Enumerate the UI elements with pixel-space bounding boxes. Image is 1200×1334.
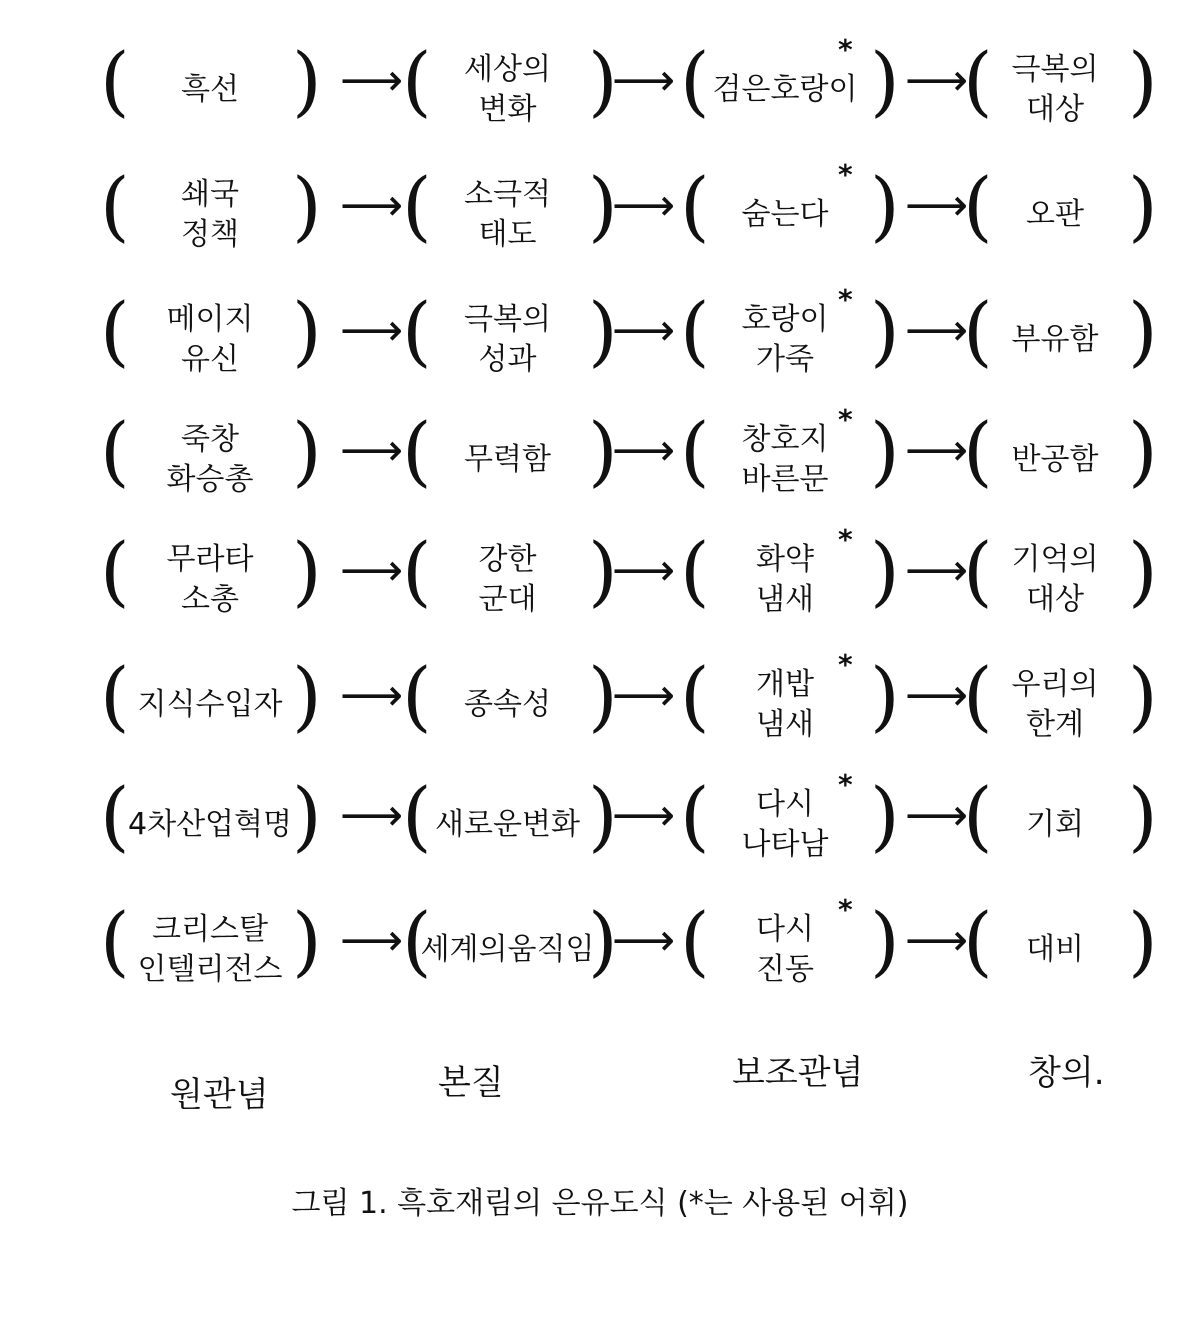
close-paren: ) xyxy=(292,526,322,615)
open-paren: ( xyxy=(402,771,432,860)
open-paren: ( xyxy=(402,526,432,615)
close-paren: ) xyxy=(292,161,322,250)
open-paren: ( xyxy=(680,771,710,860)
cell-creativity xyxy=(990,405,1120,515)
open-paren: ( xyxy=(680,651,710,740)
open-paren: ( xyxy=(100,651,130,740)
cell-text: 크리스탈 xyxy=(152,912,268,947)
cell-creativity xyxy=(990,35,1120,145)
cell-text: 창호지 xyxy=(741,422,829,457)
cell-text: 성과 xyxy=(478,342,537,377)
arrow-right-icon: ⟶ xyxy=(612,55,676,106)
close-paren: ) xyxy=(292,36,322,125)
close-paren: ) xyxy=(870,896,900,985)
close-paren: ) xyxy=(870,526,900,615)
cell-text: 다시 xyxy=(756,787,814,822)
cell-text: 정책 xyxy=(181,217,239,252)
cell-text: 화약 xyxy=(756,542,814,577)
close-paren: ) xyxy=(588,406,618,495)
cell-text: 죽창 xyxy=(181,422,239,457)
close-paren: ) xyxy=(588,651,618,740)
cell-text: 세상의 xyxy=(464,52,551,87)
arrow-right-icon: ⟶ xyxy=(340,915,404,966)
close-paren: ) xyxy=(870,651,900,740)
diagram-row xyxy=(0,895,1200,1005)
close-paren: ) xyxy=(292,406,322,495)
close-paren: ) xyxy=(588,526,618,615)
close-paren: ) xyxy=(292,286,322,375)
close-paren: ) xyxy=(1128,896,1158,985)
cell-text: 극복의 xyxy=(464,302,551,337)
arrow-right-icon: ⟶ xyxy=(612,670,676,721)
cell-text: 인텔리전스 xyxy=(137,952,283,987)
diagram-row xyxy=(0,285,1200,395)
close-paren: ) xyxy=(870,771,900,860)
diagram-row xyxy=(0,650,1200,760)
cell-text: 군대 xyxy=(478,582,537,617)
arrow-right-icon: ⟶ xyxy=(905,55,969,106)
open-paren: ( xyxy=(680,161,710,250)
diagram-row xyxy=(0,405,1200,515)
close-paren: ) xyxy=(870,406,900,495)
asterisk-icon: * xyxy=(838,283,853,316)
cell-text: 지식수입자 xyxy=(137,687,283,722)
arrow-right-icon: ⟶ xyxy=(905,180,969,231)
cell-text: 종속성 xyxy=(464,687,551,722)
open-paren: ( xyxy=(100,406,130,495)
cell-text: 무력함 xyxy=(464,442,551,477)
asterisk-icon: * xyxy=(838,768,853,801)
cell-text: 우리의 xyxy=(1011,667,1099,702)
arrow-right-icon: ⟶ xyxy=(612,425,676,476)
cell-tenor xyxy=(125,35,295,145)
close-paren: ) xyxy=(588,161,618,250)
cell-essence xyxy=(425,525,590,635)
open-paren: ( xyxy=(680,896,710,985)
cell-tenor xyxy=(125,770,295,880)
close-paren: ) xyxy=(588,36,618,125)
cell-text: 나타남 xyxy=(741,827,829,862)
cell-text: 세계의움직임 xyxy=(420,932,595,967)
cell-text: 개밥 xyxy=(756,667,814,702)
open-paren: ( xyxy=(963,36,993,125)
cell-creativity xyxy=(990,895,1120,1005)
cell-essence xyxy=(425,405,590,515)
cell-text: 유신 xyxy=(181,342,239,377)
open-paren: ( xyxy=(402,651,432,740)
cell-tenor xyxy=(125,895,295,1005)
close-paren: ) xyxy=(870,286,900,375)
close-paren: ) xyxy=(1128,526,1158,615)
cell-text: 소총 xyxy=(181,582,239,617)
cell-text: 숨는다 xyxy=(741,197,829,232)
cell-tenor xyxy=(125,405,295,515)
cell-text: 새로운변화 xyxy=(435,807,580,842)
open-paren: ( xyxy=(680,286,710,375)
cell-text: 흑선 xyxy=(181,72,239,107)
close-paren: ) xyxy=(1128,771,1158,860)
diagram-row xyxy=(0,160,1200,270)
close-paren: ) xyxy=(588,286,618,375)
cell-text: 검은호랑이 xyxy=(712,72,858,107)
close-paren: ) xyxy=(292,771,322,860)
asterisk-icon: * xyxy=(838,33,853,66)
close-paren: ) xyxy=(870,161,900,250)
cell-text: 극복의 xyxy=(1011,52,1099,87)
arrow-right-icon: ⟶ xyxy=(340,545,404,596)
open-paren: ( xyxy=(963,896,993,985)
cell-creativity xyxy=(990,650,1120,760)
open-paren: ( xyxy=(100,771,130,860)
diagram-row xyxy=(0,770,1200,880)
cell-text: 진동 xyxy=(756,952,814,987)
cell-text: 한계 xyxy=(1026,707,1084,742)
cell-text: 쇄국 xyxy=(181,177,239,212)
open-paren: ( xyxy=(680,406,710,495)
cell-text: 기억의 xyxy=(1011,542,1099,577)
close-paren: ) xyxy=(1128,161,1158,250)
arrow-right-icon: ⟶ xyxy=(612,180,676,231)
cell-text: 바른문 xyxy=(741,462,829,497)
arrow-right-icon: ⟶ xyxy=(905,790,969,841)
cell-text: 대상 xyxy=(1026,582,1084,617)
cell-text: 반공함 xyxy=(1011,442,1099,477)
close-paren: ) xyxy=(292,896,322,985)
arrow-right-icon: ⟶ xyxy=(340,305,404,356)
open-paren: ( xyxy=(963,406,993,495)
cell-tenor xyxy=(125,160,295,270)
open-paren: ( xyxy=(402,286,432,375)
close-paren: ) xyxy=(292,651,322,740)
cell-tenor xyxy=(125,525,295,635)
cell-text: 호랑이 xyxy=(741,302,829,337)
open-paren: ( xyxy=(680,526,710,615)
figure-caption: 그림 1. 흑호재림의 은유도식 (*는 사용된 어휘) xyxy=(291,1186,909,1221)
cell-essence xyxy=(425,770,590,880)
open-paren: ( xyxy=(100,161,130,250)
cell-tenor xyxy=(125,285,295,395)
label-creativity: 창의. xyxy=(1028,1053,1105,1093)
cell-tenor xyxy=(125,650,295,760)
cell-creativity xyxy=(990,285,1120,395)
arrow-right-icon: ⟶ xyxy=(340,180,404,231)
cell-essence xyxy=(425,35,590,145)
label-essence: 본질 xyxy=(438,1063,504,1103)
cell-text: 태도 xyxy=(478,217,537,252)
open-paren: ( xyxy=(100,896,130,985)
close-paren: ) xyxy=(588,771,618,860)
cell-essence xyxy=(420,895,595,1005)
arrow-right-icon: ⟶ xyxy=(612,915,676,966)
open-paren: ( xyxy=(963,771,993,860)
open-paren: ( xyxy=(680,36,710,125)
cell-text: 가죽 xyxy=(756,342,814,377)
cell-text: 대비 xyxy=(1026,932,1084,967)
open-paren: ( xyxy=(402,406,432,495)
open-paren: ( xyxy=(402,161,432,250)
asterisk-icon: * xyxy=(838,648,853,681)
close-paren: ) xyxy=(870,36,900,125)
close-paren: ) xyxy=(1128,651,1158,740)
cell-text: 다시 xyxy=(756,912,814,947)
open-paren: ( xyxy=(963,526,993,615)
arrow-right-icon: ⟶ xyxy=(340,55,404,106)
arrow-right-icon: ⟶ xyxy=(905,915,969,966)
cell-text: 오판 xyxy=(1026,197,1084,232)
cell-creativity xyxy=(990,525,1120,635)
open-paren: ( xyxy=(963,651,993,740)
cell-essence xyxy=(425,285,590,395)
arrow-right-icon: ⟶ xyxy=(905,545,969,596)
cell-text: 소극적 xyxy=(464,177,551,212)
asterisk-icon: * xyxy=(838,893,853,926)
cell-text: 기회 xyxy=(1026,807,1084,842)
cell-text: 냄새 xyxy=(756,582,814,617)
cell-text: 부유함 xyxy=(1011,322,1099,357)
arrow-right-icon: ⟶ xyxy=(340,425,404,476)
close-paren: ) xyxy=(1128,36,1158,125)
close-paren: ) xyxy=(1128,406,1158,495)
cell-text: 4차산업혁명 xyxy=(128,807,292,842)
arrow-right-icon: ⟶ xyxy=(612,305,676,356)
cell-text: 변화 xyxy=(478,92,537,127)
asterisk-icon: * xyxy=(838,403,853,436)
open-paren: ( xyxy=(100,286,130,375)
cell-essence xyxy=(425,160,590,270)
cell-text: 강한 xyxy=(478,542,537,577)
arrow-right-icon: ⟶ xyxy=(612,545,676,596)
close-paren: ) xyxy=(1128,286,1158,375)
arrow-right-icon: ⟶ xyxy=(905,305,969,356)
arrow-right-icon: ⟶ xyxy=(905,670,969,721)
diagram-row xyxy=(0,35,1200,145)
open-paren: ( xyxy=(100,526,130,615)
arrow-right-icon: ⟶ xyxy=(340,790,404,841)
cell-essence xyxy=(425,650,590,760)
label-vehicle: 보조관념 xyxy=(732,1053,864,1093)
label-tenor: 원관념 xyxy=(170,1075,269,1115)
open-paren: ( xyxy=(100,36,130,125)
open-paren: ( xyxy=(963,161,993,250)
arrow-right-icon: ⟶ xyxy=(340,670,404,721)
cell-text: 무라타 xyxy=(166,542,254,577)
cell-text: 화승총 xyxy=(166,462,254,497)
cell-text: 대상 xyxy=(1026,92,1084,127)
open-paren: ( xyxy=(963,286,993,375)
cell-text: 메이지 xyxy=(166,302,254,337)
arrow-right-icon: ⟶ xyxy=(612,790,676,841)
cell-creativity xyxy=(990,770,1120,880)
cell-text: 냄새 xyxy=(756,707,814,742)
open-paren: ( xyxy=(402,896,432,985)
close-paren: ) xyxy=(588,896,618,985)
column-labels xyxy=(0,1045,1200,1115)
asterisk-icon: * xyxy=(838,523,853,556)
open-paren: ( xyxy=(402,36,432,125)
asterisk-icon: * xyxy=(838,158,853,191)
cell-creativity xyxy=(990,160,1120,270)
diagram-row xyxy=(0,525,1200,635)
arrow-right-icon: ⟶ xyxy=(905,425,969,476)
